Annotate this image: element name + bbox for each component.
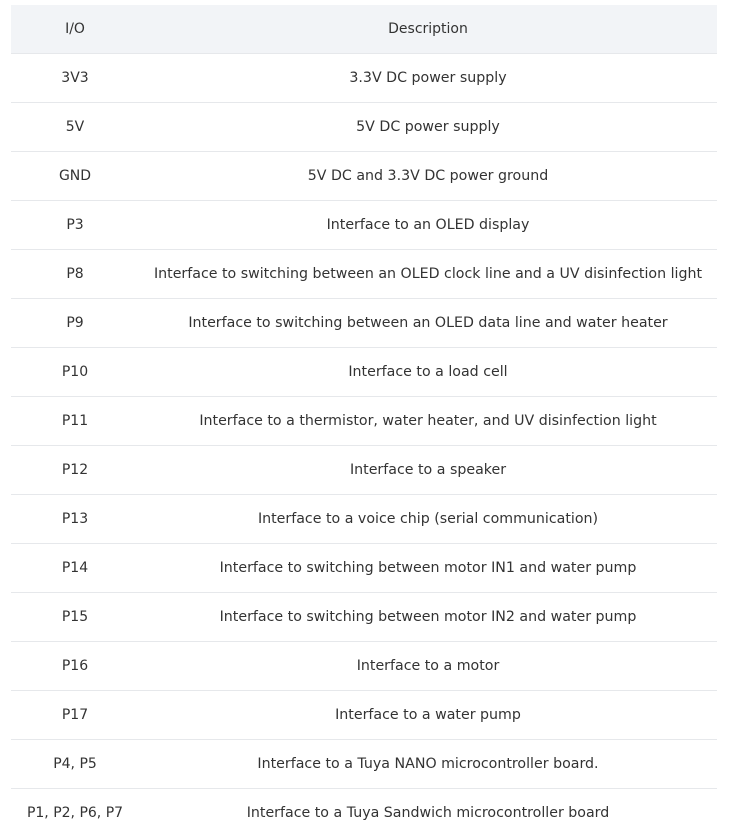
table-row: [11, 495, 717, 544]
table-row: [11, 250, 717, 299]
description-cell: Interface to a water pump: [139, 691, 717, 740]
description-cell: Interface to a load cell: [139, 348, 717, 397]
table-row: [11, 593, 717, 642]
table-row: [11, 544, 717, 593]
description-cell: Interface to switching between an OLED clock line and a UV disinfection light: [139, 250, 717, 299]
io-cell: P9: [11, 299, 139, 348]
io-cell: GND: [11, 152, 139, 201]
table-row: [11, 397, 717, 446]
description-cell: Interface to a voice chip (serial communication): [139, 495, 717, 544]
io-cell: P14: [11, 544, 139, 593]
io-cell: 5V: [11, 103, 139, 152]
description-cell: Interface to a speaker: [139, 446, 717, 495]
description-cell: Interface to a thermistor, water heater, and UV disinfection light: [139, 397, 717, 446]
table-row: [11, 348, 717, 397]
io-table: [11, 5, 717, 837]
io-cell: P13: [11, 495, 139, 544]
table-row: [11, 789, 717, 837]
description-cell: Interface to a Tuya Sandwich microcontroller board: [139, 789, 717, 837]
table-row: [11, 152, 717, 201]
io-cell: P11: [11, 397, 139, 446]
table-header: [11, 5, 717, 54]
description-cell: 5V DC and 3.3V DC power ground: [139, 152, 717, 201]
io-cell: P15: [11, 593, 139, 642]
io-cell: P4, P5: [11, 740, 139, 789]
column-header-io: I/O: [11, 5, 139, 54]
io-cell: P8: [11, 250, 139, 299]
description-cell: Interface to switching between motor IN2 and water pump: [139, 593, 717, 642]
table-row: [11, 642, 717, 691]
header-row: [11, 5, 717, 54]
table-row: [11, 446, 717, 495]
description-cell: Interface to switching between motor IN1 and water pump: [139, 544, 717, 593]
table-row: [11, 54, 717, 103]
io-cell: P17: [11, 691, 139, 740]
io-cell: P16: [11, 642, 139, 691]
description-cell: Interface to a motor: [139, 642, 717, 691]
table-row: [11, 201, 717, 250]
description-cell: 3.3V DC power supply: [139, 54, 717, 103]
io-cell: 3V3: [11, 54, 139, 103]
io-cell: P1, P2, P6, P7: [11, 789, 139, 837]
table-body: [11, 54, 717, 837]
description-cell: 5V DC power supply: [139, 103, 717, 152]
table-row: [11, 103, 717, 152]
io-cell: P10: [11, 348, 139, 397]
column-header-description: Description: [139, 5, 717, 54]
table-row: [11, 691, 717, 740]
io-cell: P12: [11, 446, 139, 495]
table-row: [11, 299, 717, 348]
description-cell: Interface to a Tuya NANO microcontroller board.: [139, 740, 717, 789]
description-cell: Interface to an OLED display: [139, 201, 717, 250]
io-table-container: [11, 5, 717, 837]
description-cell: Interface to switching between an OLED data line and water heater: [139, 299, 717, 348]
io-cell: P3: [11, 201, 139, 250]
table-row: [11, 740, 717, 789]
